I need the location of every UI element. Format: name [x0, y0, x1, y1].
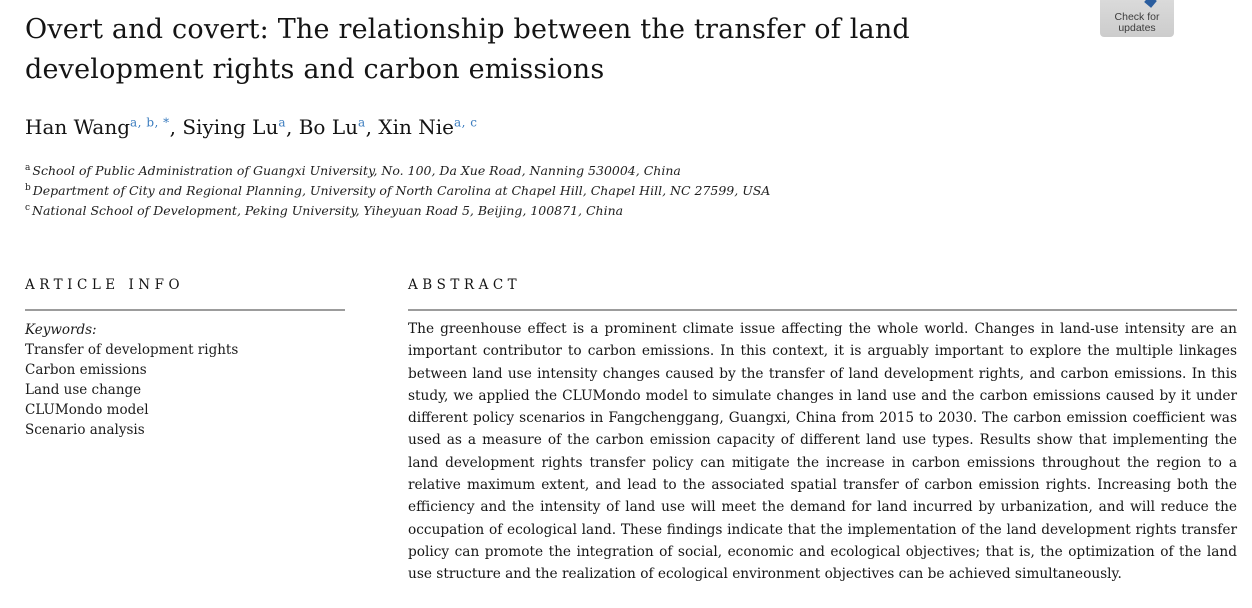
authors-line [25, 115, 1237, 139]
author-separator: , [286, 115, 299, 139]
keyword-item: Transfer of development rights [25, 342, 239, 358]
affiliation-text: Department of City and Regional Planning, University of North Carolina at Chapel Hill, Chapel Hill, NC 27599, USA [32, 183, 771, 198]
info-abstract-section [25, 277, 1237, 586]
author [182, 115, 286, 139]
author-separator: , [365, 115, 379, 139]
affiliations [25, 161, 1237, 221]
article-info-divider [25, 309, 345, 311]
keyword-item: CLUMondo model [25, 402, 149, 418]
author-sup: a [278, 115, 286, 130]
abstract-divider [408, 309, 1237, 311]
article-info-header: ARTICLE INFO [25, 277, 185, 293]
affiliation-sup: c [25, 202, 31, 213]
author-sup: a, c [453, 115, 478, 130]
author-name: Bo Lu [298, 115, 358, 139]
author-sup: a [357, 115, 366, 130]
abstract-column [408, 277, 1237, 586]
article-info-column [25, 277, 345, 586]
keyword-item: Land use change [25, 382, 142, 398]
author-name: Siying Lu [182, 115, 279, 139]
affiliation-text: School of Public Administration of Guangxi University, No. 100, Da Xue Road, Nanning 530004, China [32, 163, 681, 178]
badge-label-line2: updates [1118, 22, 1156, 34]
crossmark-logo-blue-icon [1144, 0, 1157, 8]
paper-title: Overt and covert: The relationship between the transfer of land development rights and carbon emissions [25, 14, 910, 85]
abstract-header: ABSTRACT [408, 277, 522, 293]
affiliation-item [25, 181, 1237, 201]
author-separator: , [169, 115, 183, 139]
author-name: Han Wang [25, 115, 131, 139]
check-for-updates-badge[interactable] [1100, 0, 1174, 37]
badge-label-line1: Check for [1114, 11, 1160, 23]
badge-label [1100, 12, 1174, 34]
author [299, 115, 366, 139]
author-name: Xin Nie [378, 115, 454, 139]
author [25, 115, 170, 139]
abstract-text: The greenhouse effect is a prominent climate issue affecting the whole world. Changes in land-use intensity are an important contributor to carbon emissions. In this context, it is arguably important to explore the multiple linkages between land use intensity changes caused by the transfer of land development rights, and carbon emissions. In this study, we applied the CLUMondo model to simulate changes in land use and the carbon emissions caused by it under different policy scenarios in Fangchenggang, Guangxi, China from 2015 to 2030. The carbon emission coefficient was used as a measure of the carbon emission capacity of different land use types. Results show that implementing the land development rights transfer policy can mitigate the increase in carbon emissions throughout the region to a relative maximum extent, and lead to the associated spatial transfer of carbon emission rights. Increasing both the efficiency and the intensity of land use will meet the demand for land incurred by urbanization, and will reduce the occupation of ecological land. These findings indicate that the implementation of the land development rights transfer policy can promote the integration of social, economic and ecological objectives; that is, the optimization of the land use structure and the realization of ecological environment objectives can be achieved simultaneously. [408, 321, 1237, 583]
author-sup: a, b, * [130, 115, 170, 130]
keyword-item: Scenario analysis [25, 422, 145, 438]
keyword-item: Carbon emissions [25, 362, 147, 378]
affiliation-item [25, 161, 1237, 181]
column-gap [345, 277, 408, 586]
affiliation-text: National School of Development, Peking University, Yiheyuan Road 5, Beijing, 100871, China [32, 203, 624, 218]
keywords-block [25, 320, 345, 440]
author [378, 115, 477, 139]
affiliation-sup: a [25, 162, 31, 173]
affiliation-sup: b [25, 182, 31, 193]
affiliation-item [25, 201, 1237, 221]
keywords-label: Keywords: [25, 322, 97, 338]
